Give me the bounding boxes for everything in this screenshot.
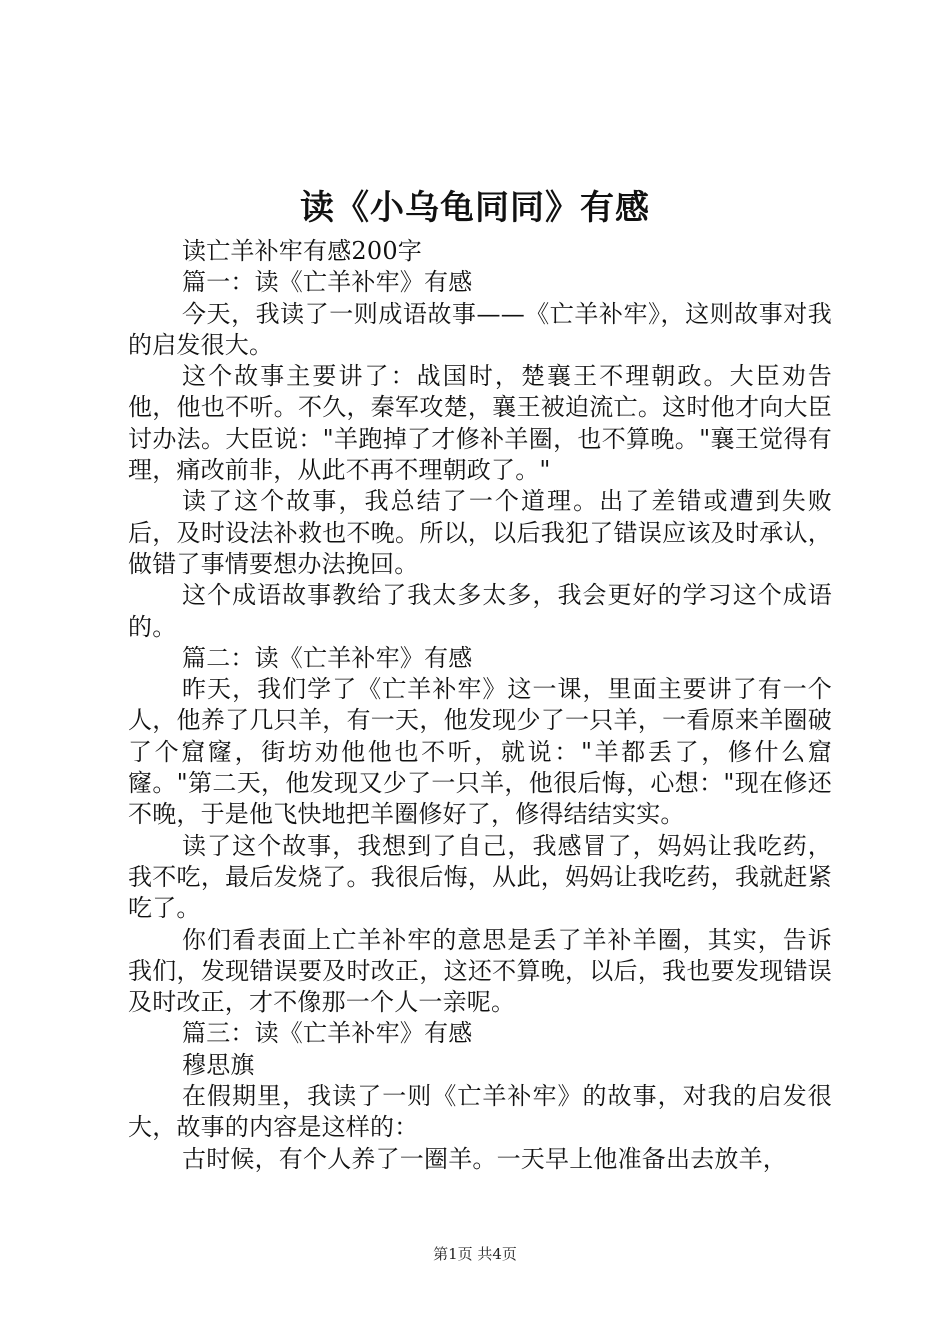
page-footer: 第1页 共4页 bbox=[433, 1245, 517, 1263]
paragraph: 在假期里，我读了一则《亡羊补牢》的故事，对我的启发很大，故事的内容是这样的： bbox=[128, 1082, 832, 1142]
section-heading-1: 篇一：读《亡羊补牢》有感 bbox=[182, 268, 473, 297]
paragraph-subtitle: 读亡羊补牢有感200字 bbox=[182, 237, 423, 265]
paragraph: 这个故事主要讲了：战国时，楚襄王不理朝政。大臣劝告他，他也不听。不久，秦军攻楚，襄王被迫流亡。这时他才向大臣讨办法。大臣说："羊跑掉了才修补羊圈，也不算晚。"襄王觉得有理，痛改前非，从此不再不理朝政了。" bbox=[128, 362, 832, 485]
document-body bbox=[128, 236, 832, 1175]
paragraph: 今天，我读了一则成语故事——《亡羊补牢》，这则故事对我的启发很大。 bbox=[128, 299, 832, 359]
author-name: 穆思旗 bbox=[182, 1050, 255, 1079]
paragraph: 你们看表面上亡羊补牢的意思是丢了羊补羊圈，其实，告诉我们，发现错误要及时改正，这还不算晚，以后，我也要发现错误及时改正，才不像那一个人一亲呢。 bbox=[128, 925, 832, 1017]
section-heading-2: 篇二：读《亡羊补牢》有感 bbox=[182, 643, 473, 672]
section-heading-3: 篇三：读《亡羊补牢》有感 bbox=[182, 1019, 473, 1048]
paragraph: 古时候，有个人养了一圈羊。一天早上他准备出去放羊， bbox=[182, 1144, 787, 1173]
paragraph: 这个成语故事教给了我太多太多，我会更好的学习这个成语的。 bbox=[128, 581, 832, 641]
document-title: 读《小乌龟同同》有感 bbox=[300, 188, 650, 228]
paragraph: 昨天，我们学了《亡羊补牢》这一课，里面主要讲了有一个人，他养了几只羊，有一天，他发现少了一只羊，一看原来羊圈破了个窟窿，街坊劝他他也不听，就说："羊都丢了，修什么窟窿。"第二天，他发现又少了一只羊，他很后悔，心想："现在修还不晚，于是他飞快地把羊圈修好了，修得结结实实。 bbox=[128, 675, 832, 829]
paragraph: 读了这个故事，我总结了一个道理。出了差错或遭到失败后，及时设法补救也不晚。所以，以后我犯了错误应该及时承认，做错了事情要想办法挽回。 bbox=[128, 487, 832, 578]
paragraph: 读了这个故事，我想到了自己，我感冒了，妈妈让我吃药，我不吃，最后发烧了。我很后悔，从此，妈妈让我吃药，我就赶紧吃了。 bbox=[128, 831, 832, 923]
